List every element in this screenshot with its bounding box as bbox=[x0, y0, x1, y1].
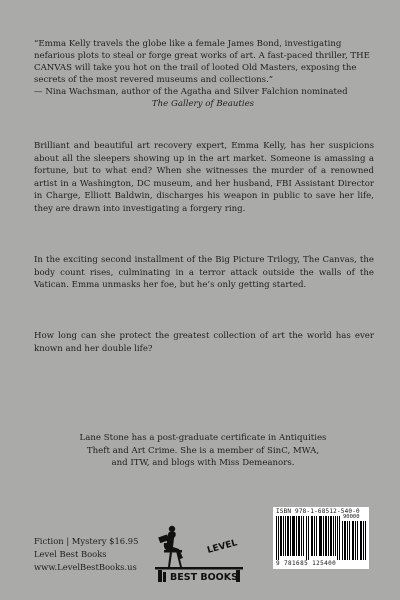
author-bio-line: and ITW, and blogs with Miss Demeanors. bbox=[111, 458, 295, 469]
publisher-info bbox=[34, 535, 138, 573]
author-bio-line: Lane Stone has a post-graduate certificate in Antiquities bbox=[79, 433, 327, 443]
author-bio-line: Theft and Art Crime. She is a member of SinC, MWA, bbox=[86, 445, 320, 456]
barcode-addon-bars bbox=[342, 521, 366, 560]
endorsement-quote bbox=[34, 38, 372, 110]
publisher-url: www.LevelBestBooks.us bbox=[34, 561, 137, 572]
isbn-label: ISBN 978-1-68512-540-0 bbox=[276, 508, 360, 515]
barcode-digits: 9 781685 125400 bbox=[276, 560, 337, 567]
genre-price: Fiction | Mystery $16.95 bbox=[34, 536, 139, 546]
author-bio bbox=[78, 432, 328, 470]
quote-text: “Emma Kelly travels the globe like a female James Bond, investigating nefarious plots to steal or forge great works of art. A fast-paced thriller, THE CANVAS will take you hot on the trail of looted Old Masters, exposing the secrets of the most revered museums and collections.” bbox=[34, 39, 370, 85]
description-paragraph-1: Brilliant and beautiful art recovery expert, Emma Kelly, has her suspicions about all the sleepers showing up in the art market. Someone is amassing a fortune, but to what end? When she witnesses the murder of a renowned artist in a Washington, DC museum, and her husband, FBI Assistant Director in Charge, Elliott Baldwin, discharges his weapon in public to save her life, they are drawn into investigating a forgery ring. bbox=[34, 141, 374, 214]
publisher-name: Level Best Books bbox=[34, 548, 107, 559]
barcode-bars bbox=[276, 516, 340, 560]
logo-word-best-books: BEST BOOKS bbox=[170, 572, 238, 583]
quote-attribution-work: The Gallery of Beauties bbox=[151, 99, 255, 109]
quote-attribution: — Nina Wachsman, author of the Agatha and Silver Falchion nominated bbox=[34, 87, 348, 97]
description-paragraph-2: In the exciting second installment of the Big Picture Trilogy, The Canvas, the body count rises, culminating in a terror attack outside the walls of the Vatican. Emma unmasks her foe, but he’s only getting started. bbox=[34, 255, 374, 291]
level-best-books-logo bbox=[150, 523, 250, 585]
isbn-barcode bbox=[273, 507, 369, 569]
description-paragraph-3: How long can she protect the greatest collection of art the world has ever known and her double life? bbox=[34, 331, 374, 354]
barcode-addon-code: 90000 bbox=[343, 514, 360, 520]
logo-word-level: LEVEL bbox=[206, 538, 239, 556]
